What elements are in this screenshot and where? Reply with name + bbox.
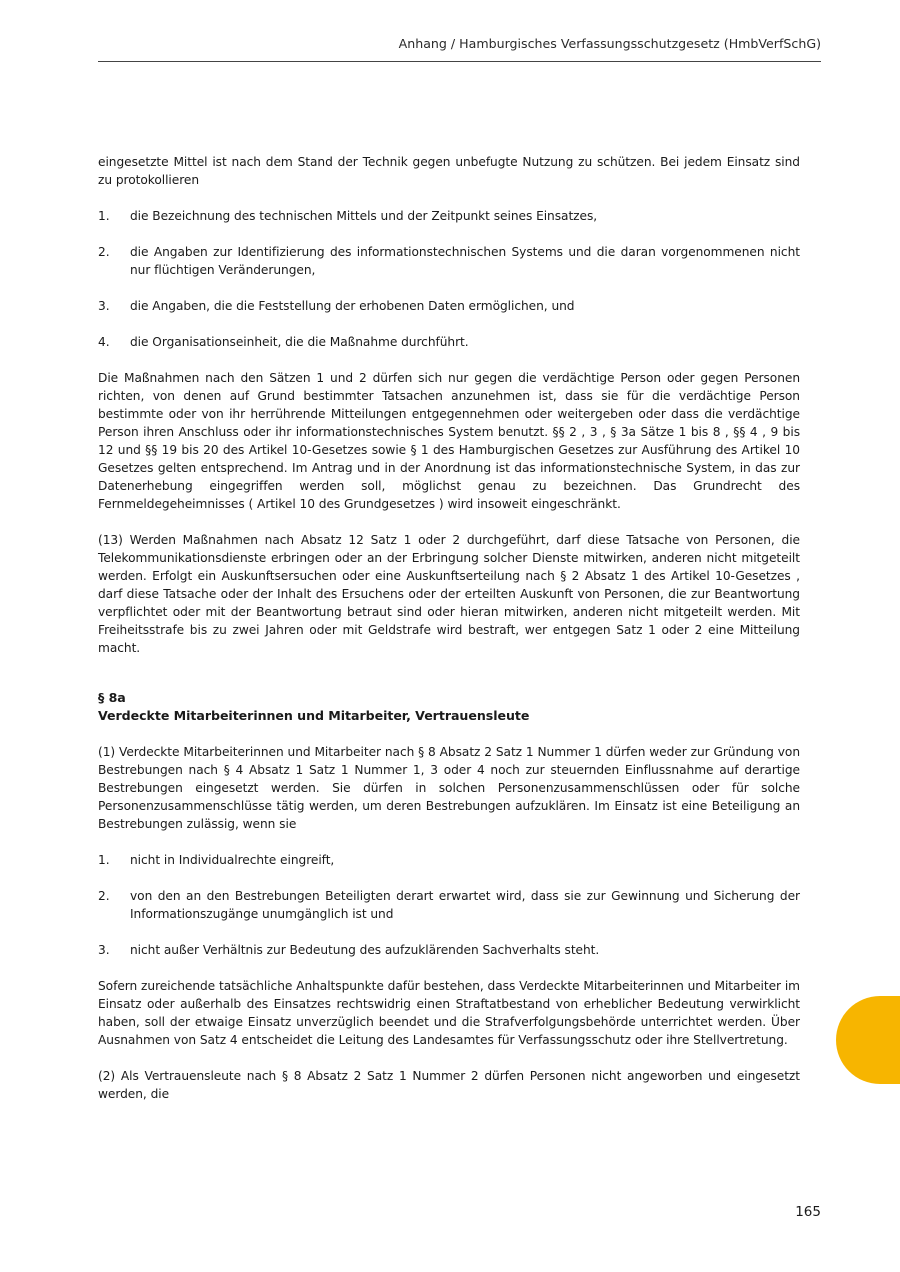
list-text: nicht in Individualrechte eingreift, <box>130 853 335 867</box>
list-text: die Angaben zur Identifizierung des informationstechnischen Systems und die daran vorgenommenen nicht nur flüchtigen Veränderungen, <box>130 245 800 277</box>
list-number: 2. <box>98 889 110 903</box>
paragraph-massnahmen: Die Maßnahmen nach den Sätzen 1 und 2 dürfen sich nur gegen die verdächtige Person oder gegen Personen richten, von denen auf Grund bestimmter Tatsachen anzunehmen ist, dass sie für die verdächtige Person bestimmte oder von ihr herrührende Mitteilungen entgegennehmen oder weitergeben oder dass die verdächtige Person ihren Anschluss oder ihr informationstechnisches System benutzt. §§ 2 , 3 , § 3a Sätze 1 bis 8 , §§ 4 , 9 bis 12 und §§ 19 bis 20 des Artikel 10-Gesetzes sowie § 1 des Hamburgischen Gesetzes zur Ausführung des Artikel 10 Gesetzes gelten entsprechend. Im Antrag und in der Anordnung ist das informationstechnische System, in das zur Datenerhebung eingegriffen werden soll, möglichst genau zu bezeichnen. Das Grundrecht des Fernmeldegeheimnisses ( Artikel 10 des Grundgesetzes ) wird insoweit eingeschränkt. <box>98 371 800 511</box>
list-number: 1. <box>98 209 110 223</box>
list-number: 3. <box>98 299 110 313</box>
list-number: 1. <box>98 853 110 867</box>
list-item <box>98 887 800 923</box>
list-text: die Angaben, die die Feststellung der erhobenen Daten ermöglichen, und <box>130 299 575 313</box>
paragraph-2: (2) Als Vertrauensleute nach § 8 Absatz 2 Satz 1 Nummer 2 dürfen Personen nicht angeworben und eingesetzt werden, die <box>98 1069 800 1101</box>
paragraph-1: (1) Verdeckte Mitarbeiterinnen und Mitarbeiter nach § 8 Absatz 2 Satz 1 Nummer 1 dürfen weder zur Gründung von Bestrebungen nach § 4 Absatz 1 Satz 1 Nummer 1, 3 oder 4 noch zur steuernden Einflussnahme auf derartige Bestrebungen eingesetzt werden. Sie dürfen in solchen Personenzusammenschlüssen oder für solche Personenzusammenschlüsse tätig werden, um deren Bestrebungen aufzuklären. Im Einsatz ist eine Beteiligung an Bestrebungen zulässig, wenn sie <box>98 745 800 831</box>
section-title: Verdeckte Mitarbeiterinnen und Mitarbeiter, Vertrauensleute <box>98 708 530 723</box>
list-text: die Organisationseinheit, die die Maßnahme durchführt. <box>130 335 469 349</box>
list-item <box>98 297 800 315</box>
section-number: § 8a <box>98 690 126 705</box>
list-item <box>98 851 800 869</box>
page-number: 165 <box>795 1204 821 1220</box>
page-body <box>98 153 800 1103</box>
paragraph-13: (13) Werden Maßnahmen nach Absatz 12 Satz 1 oder 2 durchgeführt, darf diese Tatsache von Personen, die Telekommunikationsdienste erbringen oder an der Erbringung solcher Dienste mitwirken, anderen nicht mitgeteilt werden. Erfolgt ein Auskunftsersuchen oder eine Auskunftserteilung nach § 2 Absatz 1 des Artikel 10-Gesetzes , darf diese Tatsache oder der Inhalt des Ersuchens oder der erteilten Auskunft von Personen, die zur Beantwortung verpflichtet oder mit der Beantwortung betraut sind oder hieran mitwirken, anderen nicht mitgeteilt werden. Mit Freiheitsstrafe bis zu zwei Jahren oder mit Geldstrafe wird bestraft, wer entgegen Satz 1 oder 2 eine Mitteilung macht. <box>98 533 800 655</box>
list-number: 4. <box>98 335 110 349</box>
list-item <box>98 941 800 959</box>
list-item <box>98 243 800 279</box>
list-item <box>98 333 800 351</box>
list-item <box>98 207 800 225</box>
running-header: Anhang / Hamburgisches Verfassungsschutzgesetz (HmbVerfSchG) <box>398 36 821 51</box>
list-text: nicht außer Verhältnis zur Bedeutung des aufzuklärenden Sachverhalts steht. <box>130 943 600 957</box>
chapter-tab <box>836 996 900 1084</box>
list-number: 2. <box>98 245 110 259</box>
list-number: 3. <box>98 943 110 957</box>
intro-paragraph: eingesetzte Mittel ist nach dem Stand der Technik gegen unbefugte Nutzung zu schützen. Bei jedem Einsatz sind zu protokollieren <box>98 155 800 187</box>
header-rule <box>98 61 821 62</box>
paragraph-sofern: Sofern zureichende tatsächliche Anhaltspunkte dafür bestehen, dass Verdeckte Mitarbeiterinnen und Mitarbeiter im Einsatz oder außerhalb des Einsatzes rechtswidrig einen Straftatbestand von erheblicher Bedeutung verwirklicht haben, soll der etwaige Einsatz unverzüglich beendet und die Strafverfolgungsbehörde unterrichtet werden. Über Ausnahmen von Satz 4 entscheidet die Leitung des Landesamtes für Verfassungsschutz oder ihre Stellvertretung. <box>98 979 800 1047</box>
list-text: die Bezeichnung des technischen Mittels und der Zeitpunkt seines Einsatzes, <box>130 209 598 223</box>
list-text: von den an den Bestrebungen Beteiligten derart erwartet wird, dass sie zur Gewinnung und Sicherung der Informationszugänge unumgänglich ist und <box>130 889 800 921</box>
